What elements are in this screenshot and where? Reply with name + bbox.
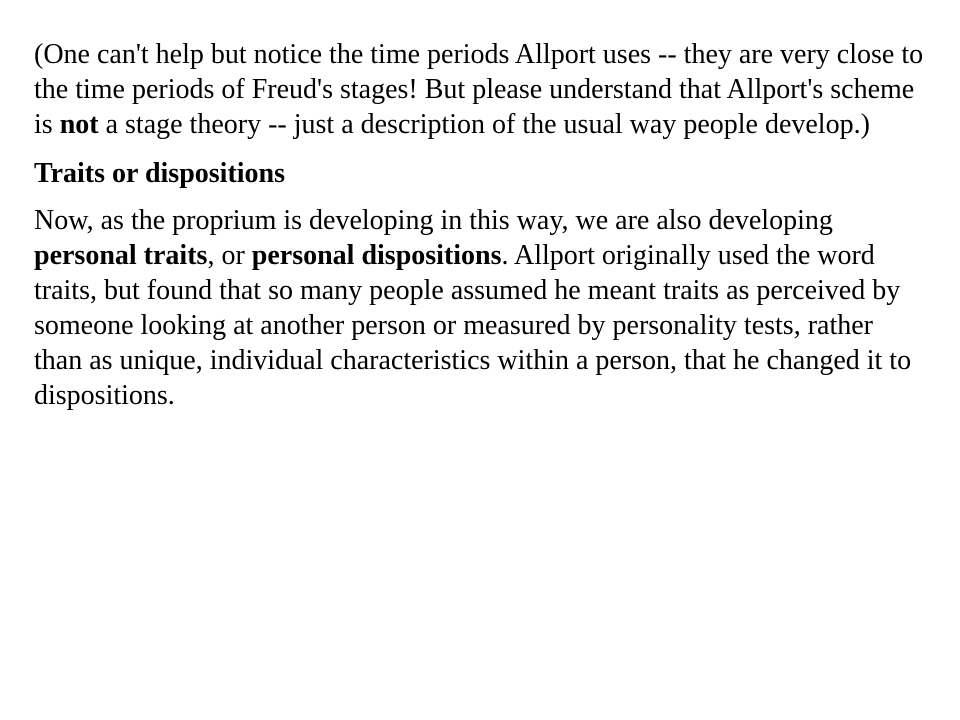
slide-content — [34, 37, 924, 413]
body-text-1: Now, as the proprium is developing in this way, we are also developing — [34, 205, 833, 236]
body-text-2: , or — [207, 240, 252, 271]
body-emphasis-personal-traits: personal traits — [34, 240, 208, 271]
body-text-3: . Allport originally used the word traits, but found that so many people assumed he meant traits as perceived by someone looking at another person or measured by personality tests, rather than as unique, individual characteristics within a person, that he changed it to dispositions. — [34, 240, 912, 411]
section-heading: Traits or dispositions — [34, 158, 286, 189]
intro-text-1: (One can't help but notice the time periods Allport uses -- they are very close to the time periods of Freud's stages! But please understand that Allport's scheme is — [34, 39, 924, 140]
body-emphasis-personal-dispositions: personal dispositions — [251, 240, 502, 271]
intro-text-2: a stage theory -- just a description of the usual way people develop.) — [98, 109, 870, 140]
intro-paragraph — [34, 37, 924, 142]
intro-emphasis-not: not — [59, 109, 99, 140]
body-paragraph — [34, 203, 924, 413]
